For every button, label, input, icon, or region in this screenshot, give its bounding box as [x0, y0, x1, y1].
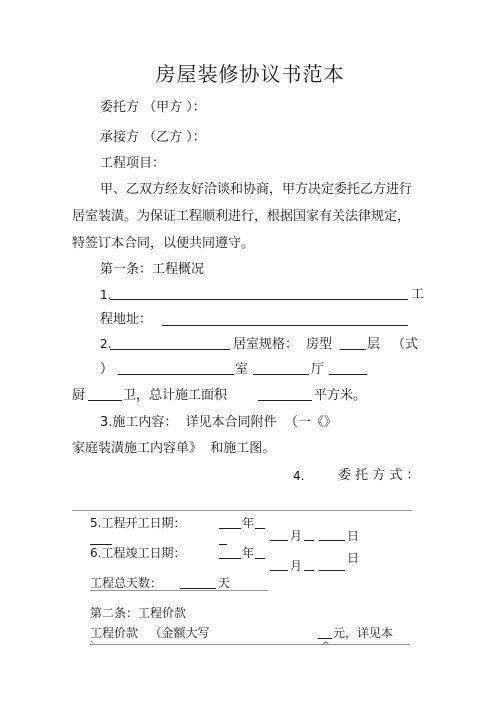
item1-blank [110, 299, 408, 300]
start-wrap-blank-b [219, 544, 227, 545]
item2-type-label: 房型 [306, 337, 333, 352]
end-day-unit: 日 [347, 551, 360, 565]
item2-floor-blank [340, 349, 366, 350]
room-blank [118, 374, 234, 375]
item2-blank-a [110, 349, 230, 350]
end-month-unit: 月 [290, 559, 303, 573]
days-unit: 天 [218, 576, 231, 590]
item1-suffix: 工 [411, 287, 425, 302]
total-days-blank [180, 588, 216, 589]
address-label: 程地址： [100, 312, 153, 327]
price-label: 工程价款 （金额大写 [90, 626, 210, 640]
start-month-blank [270, 540, 288, 541]
kitchen-blank [88, 400, 122, 401]
start-wrap-blank [90, 544, 112, 545]
divider-top [72, 510, 412, 511]
item4-number: 4. [293, 469, 305, 483]
total-days-label: 工程总天数： [90, 576, 163, 590]
start-month-unit: 月 [290, 529, 303, 543]
end-date-label: 6.工程竣工日期： [90, 546, 186, 560]
price-blank [318, 638, 332, 639]
start-day-blank-a [304, 540, 314, 541]
end-year-blank [219, 558, 241, 559]
item1-number: 1. [100, 288, 112, 302]
hall-after-blank [329, 374, 367, 375]
end-day-blank-a [304, 570, 314, 571]
start-year-blank [219, 528, 241, 529]
item3-line-1: 3.施工内容： 详见本合同附件 （一《》 [100, 415, 337, 430]
item2-number: 2. [100, 337, 112, 351]
contractor-label: 承接方 （乙方 ）： [100, 130, 206, 145]
item3-line-2: 家庭装潢施工内容单》 和施工图。 [72, 441, 276, 456]
sqm-label: 平方米。 [314, 388, 367, 403]
hall-label: 厅 [311, 362, 325, 377]
divider-bottom [90, 644, 410, 645]
article2-heading: 第二条：工程价款 [90, 606, 187, 620]
end-month-blank [270, 570, 288, 571]
item2-spec-label: 居室规格： [233, 337, 299, 352]
bath-area-label: 卫，总计施工面积 [123, 388, 228, 403]
intro-line-1: 甲、乙双方经友好洽谈和协商，甲方决定委托乙方进行 [100, 182, 413, 197]
schedule-rule [90, 590, 268, 591]
end-year-unit: 年 [242, 546, 255, 560]
end-month-blank-a [255, 558, 265, 559]
address-blank [162, 325, 408, 326]
area-blank [258, 400, 312, 401]
hall-blank [253, 374, 309, 375]
intro-line-2: 居室装潢。为保证工程顺利进行，根据国家有关法律规定， [72, 209, 411, 224]
start-date-label: 5.工程开工日期： [90, 516, 186, 530]
kitchen-label: 厨 [72, 388, 86, 403]
article1-heading: 第一条：工程概况 [100, 262, 205, 277]
price-suffix: 元，详见本 [333, 626, 394, 640]
rule-tick-left: ` [90, 641, 95, 651]
item4-label: 委 托 方 式 ： [338, 468, 420, 483]
page-title: 房屋装修协议书范本 [155, 62, 345, 86]
intro-line-3: 特签订本合同，以便共同遵守。 [72, 236, 255, 251]
item2-paren: （式 [392, 337, 419, 352]
room-label: 室 [235, 362, 249, 377]
client-label: 委托方 （甲方 ）： [100, 100, 206, 115]
end-day-blank [319, 570, 345, 571]
project-label: 工程项目： [100, 156, 166, 171]
item2-floor-label: 层 [367, 337, 381, 352]
start-day-unit: 日 [347, 529, 360, 543]
rule-tick-mid: ^ [322, 641, 330, 651]
start-month-blank-a [255, 528, 265, 529]
item2-close-paren: ） [100, 362, 114, 377]
start-day-blank [319, 540, 345, 541]
start-year-unit: 年 [242, 516, 255, 530]
